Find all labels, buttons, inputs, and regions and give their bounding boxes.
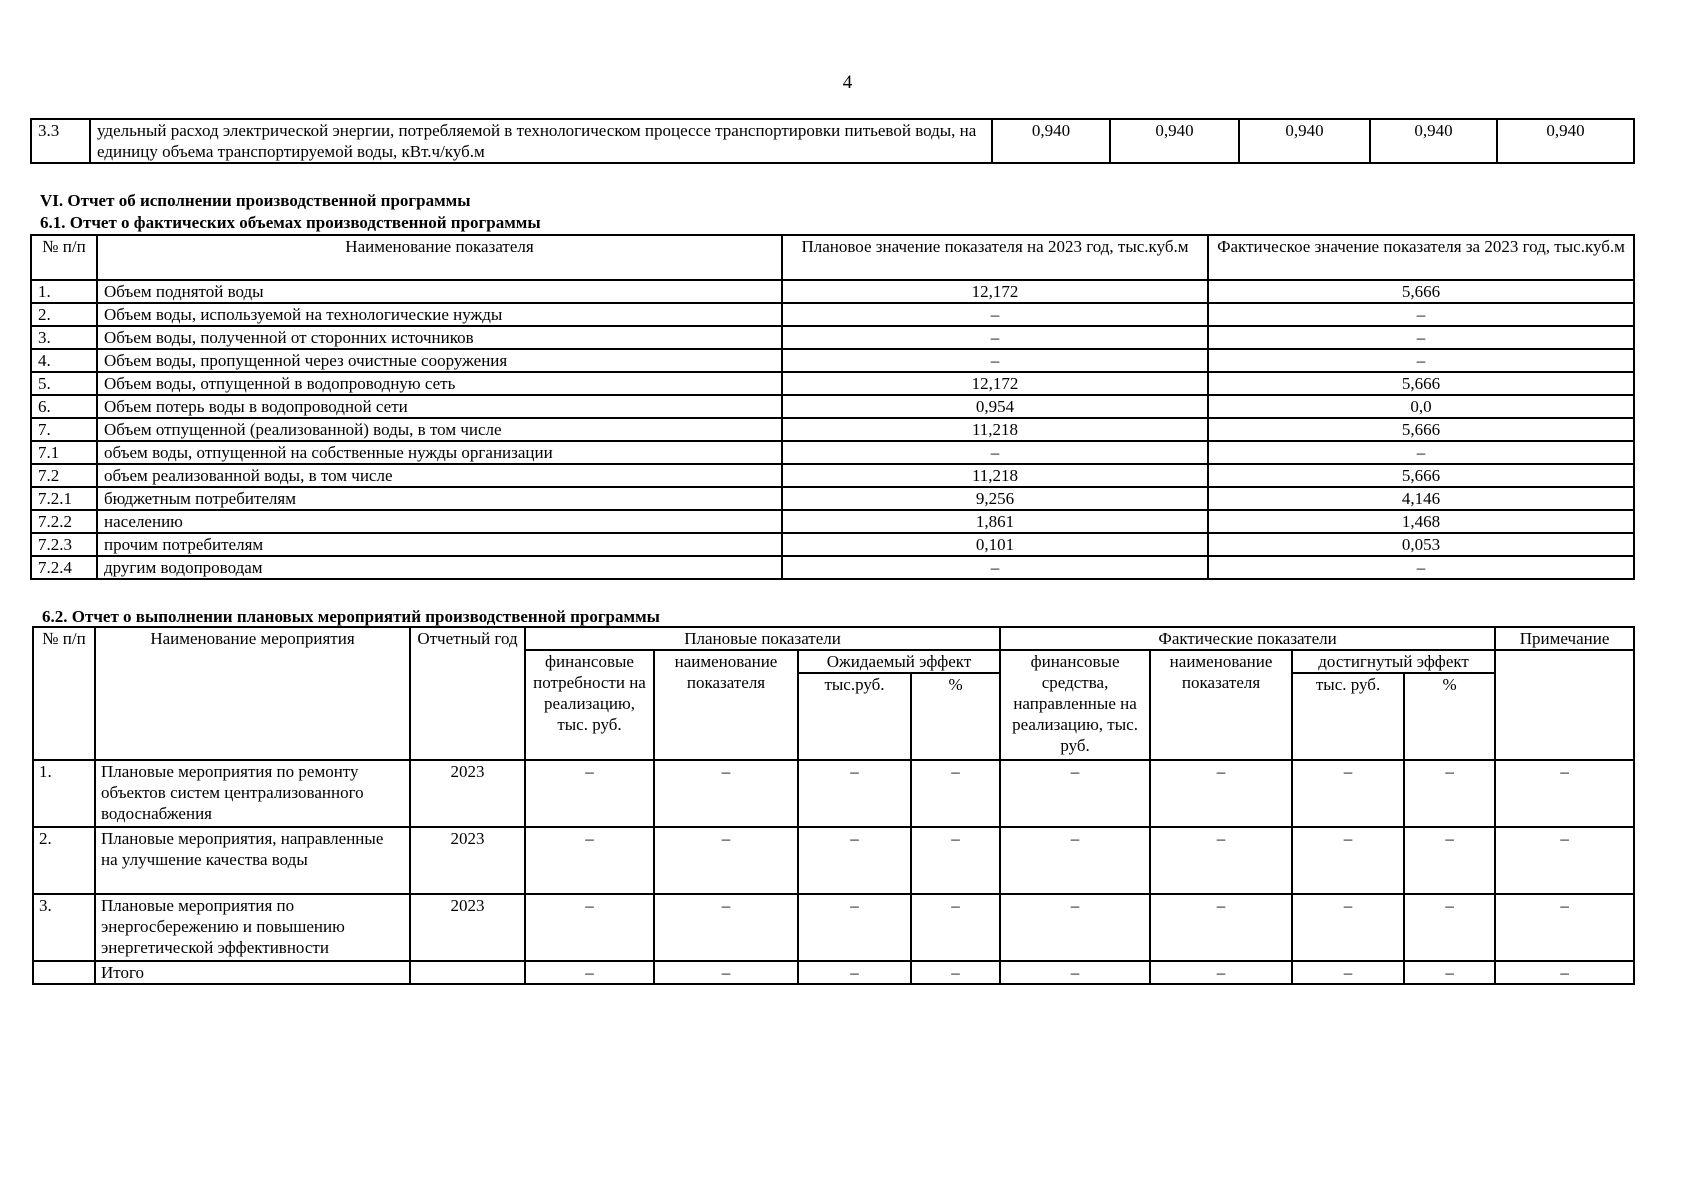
cell-num: 1. bbox=[31, 280, 97, 303]
cell-name: Плановые мероприятия по энергосбережению и повышению энергетической эффективности bbox=[95, 894, 410, 961]
header-fact-group: Фактические показатели bbox=[1000, 627, 1495, 650]
cell-value: – bbox=[1000, 894, 1150, 961]
cell-value: – bbox=[654, 827, 798, 894]
cell-value: – bbox=[1000, 760, 1150, 827]
header-fact-effect-pct: % bbox=[1404, 673, 1495, 760]
cell-fact: 0,0 bbox=[1208, 395, 1634, 418]
cell-value: – bbox=[1000, 827, 1150, 894]
cell-fact: 5,666 bbox=[1208, 280, 1634, 303]
cell-plan: 11,218 bbox=[782, 418, 1208, 441]
cell-year: 2023 bbox=[410, 827, 525, 894]
cell-name: Объем потерь воды в водопроводной сети bbox=[97, 395, 782, 418]
cell-name: Итого bbox=[95, 961, 410, 984]
table-row bbox=[33, 827, 1634, 894]
cell-value: – bbox=[911, 827, 1000, 894]
value-cell: 0,940 bbox=[1497, 119, 1634, 163]
cell-num: 7.2 bbox=[31, 464, 97, 487]
cell-name: объем воды, отпущенной на собственные нужды организации bbox=[97, 441, 782, 464]
cell-plan: 0,101 bbox=[782, 533, 1208, 556]
row-number: 3.3 bbox=[31, 119, 90, 163]
cell-fact: – bbox=[1208, 556, 1634, 579]
cell-fact: 5,666 bbox=[1208, 418, 1634, 441]
page-number: 4 bbox=[842, 72, 853, 93]
cell-value: – bbox=[1495, 894, 1634, 961]
table-row bbox=[31, 119, 1634, 163]
value-cell: 0,940 bbox=[1239, 119, 1370, 163]
cell-name: Плановые мероприятия по ремонту объектов систем централизованного водоснабжения bbox=[95, 760, 410, 827]
cell-value: – bbox=[525, 961, 654, 984]
cell-num: 1. bbox=[33, 760, 95, 827]
cell-value: – bbox=[525, 894, 654, 961]
cell-num: 3. bbox=[33, 894, 95, 961]
header-plan-effect-rub: тыс.руб. bbox=[798, 673, 911, 760]
cell-value: – bbox=[1292, 894, 1404, 961]
cell-value: – bbox=[1150, 894, 1292, 961]
header-year: Отчетный год bbox=[410, 627, 525, 760]
activities-table bbox=[32, 626, 1635, 985]
cell-num: 2. bbox=[33, 827, 95, 894]
header-plan: Плановое значение показателя на 2023 год, тыс.куб.м bbox=[782, 235, 1208, 280]
cell-value: – bbox=[654, 961, 798, 984]
cell-name: Объем воды, отпущенной в водопроводную сеть bbox=[97, 372, 782, 395]
cell-value: – bbox=[1292, 827, 1404, 894]
table-header-row bbox=[31, 235, 1634, 280]
header-num: № п/п bbox=[33, 627, 95, 760]
cell-value: – bbox=[1404, 827, 1495, 894]
cell-name: Объем воды, полученной от сторонних источников bbox=[97, 326, 782, 349]
header-name: Наименование мероприятия bbox=[95, 627, 410, 760]
cell-name: населению bbox=[97, 510, 782, 533]
cell-value: – bbox=[911, 961, 1000, 984]
cell-name: прочим потребителям bbox=[97, 533, 782, 556]
cell-year: 2023 bbox=[410, 894, 525, 961]
table-row bbox=[33, 894, 1634, 961]
header-note: Примечание bbox=[1495, 627, 1634, 650]
cell-num: 3. bbox=[31, 326, 97, 349]
cell-value: – bbox=[1150, 961, 1292, 984]
subsection-title-6-2: 6.2. Отчет о выполнении плановых мероприятий производственной программы bbox=[42, 607, 660, 626]
table-row bbox=[31, 326, 1634, 349]
cell-fact: 4,146 bbox=[1208, 487, 1634, 510]
cell-name: Объем поднятой воды bbox=[97, 280, 782, 303]
cell-plan: 1,861 bbox=[782, 510, 1208, 533]
cell-value: – bbox=[525, 827, 654, 894]
cell-year bbox=[410, 961, 525, 984]
cell-num: 2. bbox=[31, 303, 97, 326]
cell-plan: 12,172 bbox=[782, 372, 1208, 395]
table-row bbox=[31, 441, 1634, 464]
header-plan-effect: Ожидаемый эффект bbox=[798, 650, 1000, 673]
cell-plan: 0,954 bbox=[782, 395, 1208, 418]
cell-value: – bbox=[911, 760, 1000, 827]
table-row bbox=[31, 349, 1634, 372]
cell-num: 6. bbox=[31, 395, 97, 418]
cell-value: – bbox=[1150, 760, 1292, 827]
cell-fact: 1,468 bbox=[1208, 510, 1634, 533]
table-row bbox=[31, 487, 1634, 510]
cell-plan: 11,218 bbox=[782, 464, 1208, 487]
cell-value: – bbox=[1404, 760, 1495, 827]
cell-value: – bbox=[1404, 961, 1495, 984]
cell-fact: 0,053 bbox=[1208, 533, 1634, 556]
cell-value: – bbox=[798, 961, 911, 984]
cell-fact: – bbox=[1208, 326, 1634, 349]
cell-num: 5. bbox=[31, 372, 97, 395]
cell-plan: – bbox=[782, 441, 1208, 464]
header-fact-effect-rub: тыс. руб. bbox=[1292, 673, 1404, 760]
cell-num: 7.2.2 bbox=[31, 510, 97, 533]
cell-plan: 12,172 bbox=[782, 280, 1208, 303]
cell-num: 4. bbox=[31, 349, 97, 372]
table-row bbox=[31, 556, 1634, 579]
previous-indicators-table bbox=[30, 118, 1635, 164]
table-row bbox=[31, 510, 1634, 533]
cell-value: – bbox=[654, 894, 798, 961]
cell-value: – bbox=[798, 894, 911, 961]
cell-value: – bbox=[525, 760, 654, 827]
cell-fact: – bbox=[1208, 303, 1634, 326]
value-cell: 0,940 bbox=[1370, 119, 1497, 163]
header-fact: Фактическое значение показателя за 2023 год, тыс.куб.м bbox=[1208, 235, 1634, 280]
cell-plan: 9,256 bbox=[782, 487, 1208, 510]
cell-num: 7.2.1 bbox=[31, 487, 97, 510]
cell-year: 2023 bbox=[410, 760, 525, 827]
cell-value: – bbox=[1150, 827, 1292, 894]
cell-num bbox=[33, 961, 95, 984]
cell-value: – bbox=[1404, 894, 1495, 961]
header-fact-fin: финансовые средства, направленные на реализацию, тыс. руб. bbox=[1000, 650, 1150, 760]
cell-plan: – bbox=[782, 349, 1208, 372]
cell-plan: – bbox=[782, 556, 1208, 579]
table-row bbox=[31, 418, 1634, 441]
header-plan-indicator: наименование показателя bbox=[654, 650, 798, 760]
cell-value: – bbox=[1000, 961, 1150, 984]
table-row bbox=[31, 464, 1634, 487]
table-row bbox=[31, 395, 1634, 418]
header-note-empty bbox=[1495, 650, 1634, 760]
table-header-row bbox=[33, 627, 1634, 650]
cell-value: – bbox=[798, 827, 911, 894]
cell-value: – bbox=[1292, 961, 1404, 984]
cell-num: 7.2.3 bbox=[31, 533, 97, 556]
cell-name: объем реализованной воды, в том числе bbox=[97, 464, 782, 487]
table-row bbox=[31, 533, 1634, 556]
cell-value: – bbox=[1292, 760, 1404, 827]
cell-name: Объем воды, пропущенной через очистные сооружения bbox=[97, 349, 782, 372]
section-title: VI. Отчет об исполнении производственной программы bbox=[40, 191, 471, 210]
table-row bbox=[31, 280, 1634, 303]
value-cell: 0,940 bbox=[992, 119, 1110, 163]
table-row bbox=[33, 760, 1634, 827]
subsection-title-6-1: 6.1. Отчет о фактических объемах производственной программы bbox=[40, 213, 541, 232]
header-fact-effect: достигнутый эффект bbox=[1292, 650, 1495, 673]
cell-value: – bbox=[1495, 961, 1634, 984]
cell-fact: – bbox=[1208, 349, 1634, 372]
cell-fact: 5,666 bbox=[1208, 372, 1634, 395]
table-row bbox=[31, 372, 1634, 395]
header-plan-effect-pct: % bbox=[911, 673, 1000, 760]
cell-value: – bbox=[1495, 760, 1634, 827]
cell-num: 7. bbox=[31, 418, 97, 441]
cell-fact: – bbox=[1208, 441, 1634, 464]
header-num: № п/п bbox=[31, 235, 97, 280]
table-row bbox=[31, 303, 1634, 326]
cell-value: – bbox=[798, 760, 911, 827]
header-fact-indicator: наименование показателя bbox=[1150, 650, 1292, 760]
volumes-table bbox=[30, 234, 1635, 580]
cell-plan: – bbox=[782, 326, 1208, 349]
indicator-name: удельный расход электрической энергии, потребляемой в технологическом процессе транспортировки питьевой воды, на единицу объема транспортируемой воды, кВт.ч/куб.м bbox=[90, 119, 992, 163]
table-row bbox=[33, 961, 1634, 984]
value-cell: 0,940 bbox=[1110, 119, 1239, 163]
cell-plan: – bbox=[782, 303, 1208, 326]
header-plan-group: Плановые показатели bbox=[525, 627, 1000, 650]
cell-name: Плановые мероприятия, направленные на улучшение качества воды bbox=[95, 827, 410, 894]
cell-name: бюджетным потребителям bbox=[97, 487, 782, 510]
cell-value: – bbox=[1495, 827, 1634, 894]
cell-value: – bbox=[654, 760, 798, 827]
cell-num: 7.1 bbox=[31, 441, 97, 464]
cell-name: другим водопроводам bbox=[97, 556, 782, 579]
cell-name: Объем воды, используемой на технологические нужды bbox=[97, 303, 782, 326]
cell-name: Объем отпущенной (реализованной) воды, в том числе bbox=[97, 418, 782, 441]
header-plan-fin: финансовые потребности на реализацию, тыс. руб. bbox=[525, 650, 654, 760]
cell-value: – bbox=[911, 894, 1000, 961]
cell-fact: 5,666 bbox=[1208, 464, 1634, 487]
header-name: Наименование показателя bbox=[97, 235, 782, 280]
cell-num: 7.2.4 bbox=[31, 556, 97, 579]
